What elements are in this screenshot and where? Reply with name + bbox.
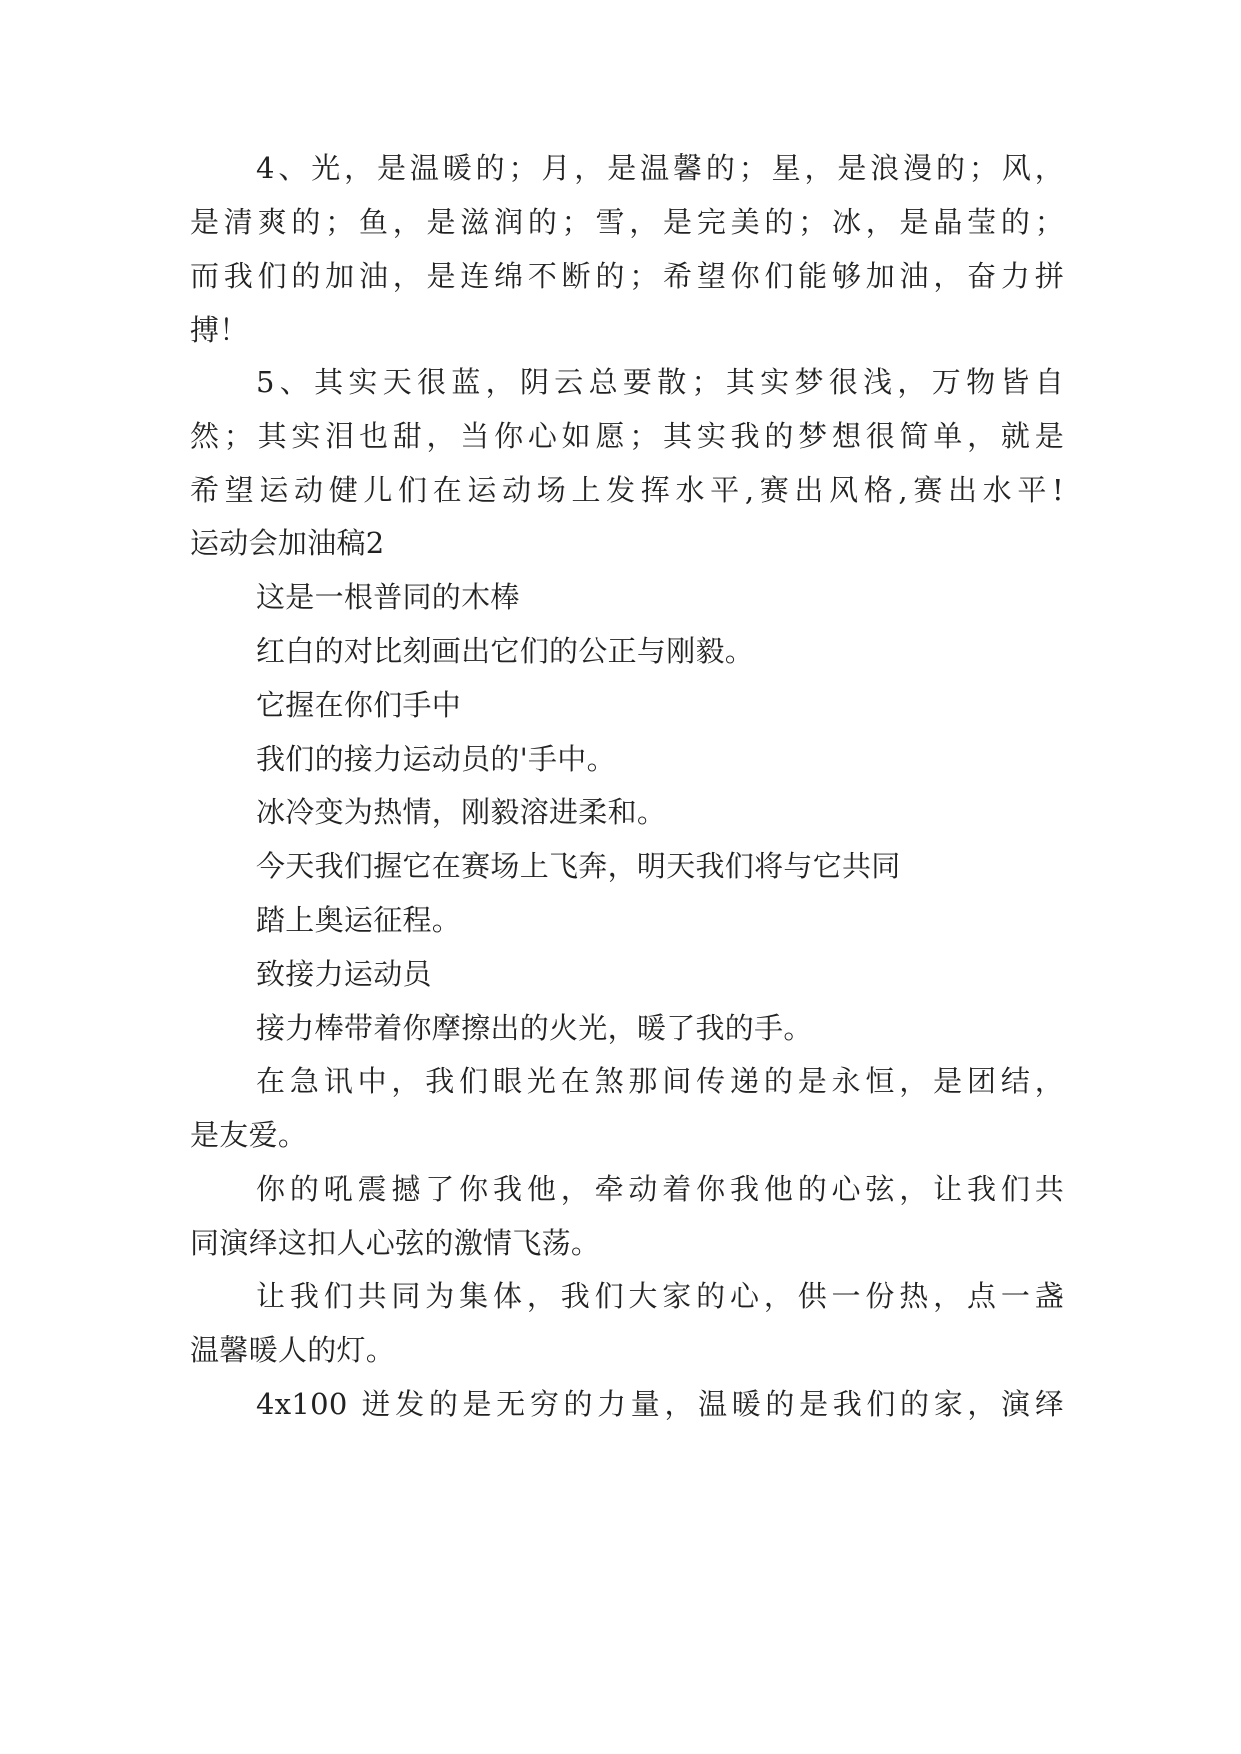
paragraph-line: 而我们的加油，是连绵不断的；希望你们能够加油，奋力拼 (190, 259, 1064, 293)
poem-line: 冰冷变为热情，刚毅溶进柔和。 (256, 795, 667, 829)
paragraph-line: 是友爱。 (190, 1118, 308, 1152)
paragraph-line: 你的吼震撼了你我他，牵动着你我他的心弦，让我们共 (256, 1172, 1064, 1206)
paragraph-line: 5、其实天很蓝，阴云总要散；其实梦很浅，万物皆自 (256, 365, 1064, 399)
poem-line: 致接力运动员 (256, 957, 432, 991)
paragraph-line: 是清爽的；鱼，是滋润的；雪，是完美的；冰，是晶莹的； (190, 205, 1064, 239)
paragraph-line: 4x100 迸发的是无穷的力量，温暖的是我们的家，演绎 (256, 1387, 1064, 1421)
poem-line: 红白的对比刻画出它们的公正与刚毅。 (256, 634, 755, 668)
poem-line: 我们的接力运动员的'手中。 (256, 742, 616, 776)
paragraph-line: 搏！ (190, 313, 249, 347)
paragraph-line: 在急讯中，我们眼光在煞那间传递的是永恒，是团结， (256, 1064, 1064, 1098)
poem-line: 这是一根普同的木棒 (256, 580, 520, 614)
paragraph-line: 4、光，是温暖的；月，是温馨的；星，是浪漫的；风， (256, 151, 1064, 185)
poem-line: 接力棒带着你摩擦出的火光，暖了我的手。 (256, 1011, 813, 1045)
paragraph-line: 希望运动健儿们在运动场上发挥水平,赛出风格,赛出水平! (190, 473, 1064, 507)
paragraph-line: 温馨暖人的灯。 (190, 1333, 396, 1367)
paragraph-line: 然；其实泪也甜，当你心如愿；其实我的梦想很简单，就是 (190, 419, 1064, 453)
poem-line: 踏上奥运征程。 (256, 903, 462, 937)
paragraph-line: 同演绎这扣人心弦的激情飞荡。 (190, 1226, 601, 1260)
section-heading: 运动会加油稿2 (190, 526, 385, 560)
poem-line: 它握在你们手中 (256, 688, 462, 722)
poem-line: 今天我们握它在赛场上飞奔，明天我们将与它共同 (256, 849, 901, 883)
paragraph-line: 让我们共同为集体，我们大家的心，供一份热，点一盏 (256, 1279, 1064, 1313)
